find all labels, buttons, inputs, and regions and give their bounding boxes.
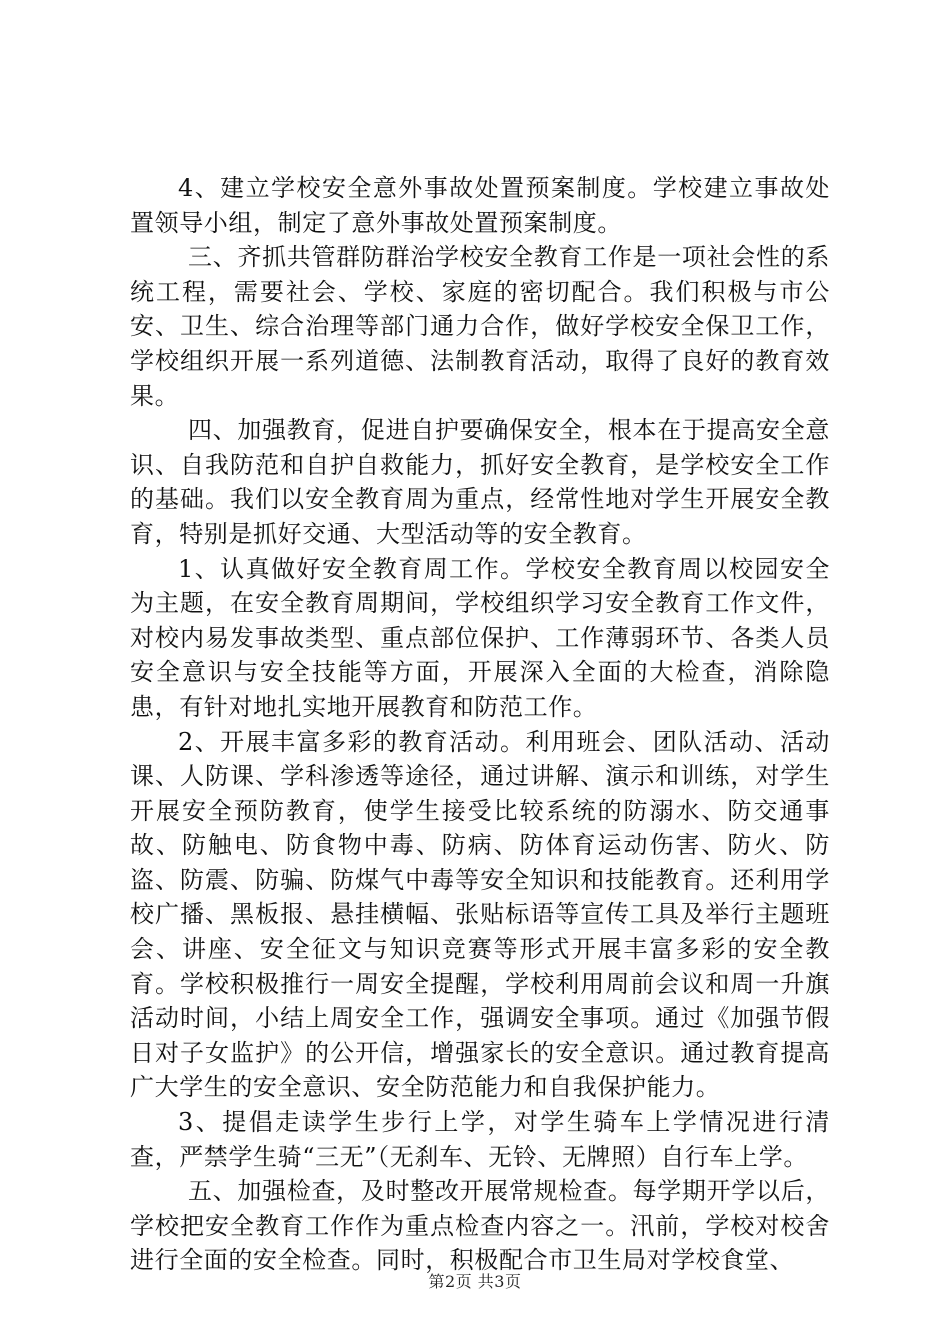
document-body [130, 171, 830, 1278]
paragraph-section-3-joint-management: 三、齐抓共管群防群治学校安全教育工作是一项社会性的系统工程，需要社会、学校、家庭的密切配合。我们积极与市公安、卫生、综合治理等部门通力合作，做好学校安全保卫工作，学校组织开展一系列道德、法制教育活动，取得了良好的教育效果。 [130, 243, 830, 410]
paragraph-item-3-walking-to-school: 3、提倡走读学生步行上学，对学生骑车上学情况进行清查，严禁学生骑“三无”（无刹车、无铃、无牌照）自行车上学。 [130, 1108, 830, 1171]
paragraph-section-5-inspections: 五、加强检查，及时整改开展常规检查。每学期开学以后，学校把安全教育工作作为重点检查内容之一。汛前，学校对校舍进行全面的安全检查。同时，积极配合市卫生局对学校食堂、 [130, 1177, 830, 1275]
page-number-footer: 第2页 共3页 [428, 1272, 522, 1291]
paragraph-item-2-education-activities: 2、开展丰富多彩的教育活动。利用班会、团队活动、活动课、人防课、学科渗透等途径，通过讲解、演示和训练，对学生开展安全预防教育，使学生接受比较系统的防溺水、防交通事故、防触电、防食物中毒、防病、防体育运动伤害、防火、防盗、防震、防骗、防煤气中毒等安全知识和技能教育。还利用学校广播、黑板报、悬挂横幅、张贴标语等宣传工具及举行主题班会、讲座、安全征文与知识竞赛等形式开展丰富多彩的安全教育。学校积极推行一周安全提醒，学校利用周前会议和周一升旗活动时间，小结上周安全工作，强调安全事项。通过《加强节假日对子女监护》的公开信，增强家长的安全意识。通过教育提高广大学生的安全意识、安全防范能力和自我保护能力。 [130, 727, 830, 1102]
paragraph-item-1-safety-week: 1、认真做好安全教育周工作。学校安全教育周以校园安全为主题，在安全教育周期间，学校组织学习安全教育工作文件，对校内易发事故类型、重点部位保护、工作薄弱环节、各类人员安全意识与安全技能等方面，开展深入全面的大检查，消除隐患，有针对地扎实地开展教育和防范工作。 [130, 554, 830, 721]
paragraph-section-4-strengthen-education: 四、加强教育，促进自护要确保安全，根本在于提高安全意识、自我防范和自护自救能力，抓好安全教育，是学校安全工作的基础。我们以安全教育周为重点，经常性地对学生开展安全教育，特别是抓好交通、大型活动等的安全教育。 [130, 416, 830, 548]
paragraph-item-4-accident-plan: 4、建立学校安全意外事故处置预案制度。学校建立事故处置领导小组，制定了意外事故处置预案制度。 [130, 174, 830, 237]
